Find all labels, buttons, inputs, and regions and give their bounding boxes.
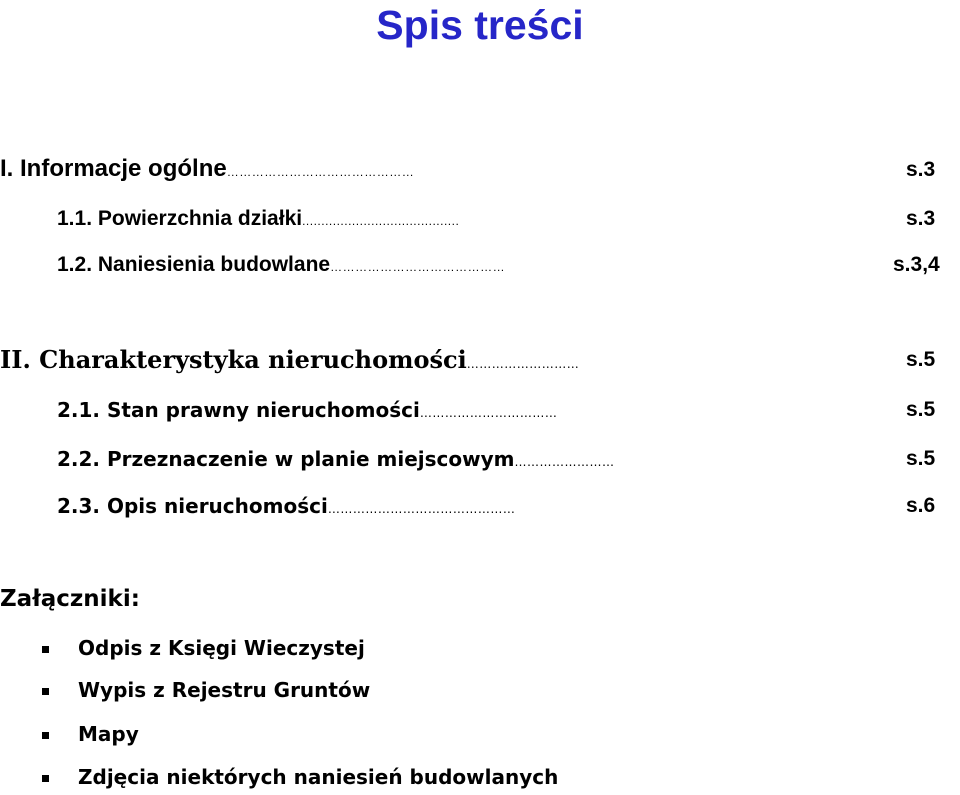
toc-leader-dots: …………………………… — [419, 406, 558, 420]
toc-entry-label: 1.2. Naniesienia budowlane — [57, 253, 331, 276]
toc-page-number: s.3 — [906, 207, 936, 230]
toc-page-number: s.5 — [906, 398, 936, 421]
toc-leader-dots: ……………………………………… — [327, 502, 516, 516]
toc-leader-dots: ……………………………………… — [226, 165, 415, 179]
attachment-label: Zdjęcia niektórych naniesień budowlanych — [78, 765, 559, 789]
square-bullet-icon — [42, 646, 49, 653]
square-bullet-icon — [42, 688, 49, 695]
toc-leader-dots: …………………… — [514, 455, 615, 469]
toc-entry-section-1-2 — [0, 253, 960, 283]
toc-entry-section-2-2 — [0, 447, 960, 477]
square-bullet-icon — [42, 732, 49, 739]
toc-entry-section-2-1 — [0, 398, 960, 428]
attachment-label: Wypis z Rejestru Gruntów — [78, 678, 371, 702]
toc-entry-section-1-1 — [0, 207, 960, 237]
toc-leader-dots: …………………………………… — [330, 260, 506, 274]
toc-page-number: s.3,4 — [893, 253, 940, 276]
toc-entry-section-2-3 — [0, 494, 960, 524]
toc-entry-label: 2.3. Opis nieruchomości — [57, 494, 328, 518]
attachment-label: Mapy — [78, 722, 139, 746]
toc-leader-dots: ……………………… — [466, 357, 580, 371]
toc-entry-label: 2.1. Stan prawny nieruchomości — [57, 398, 420, 422]
toc-entry-label: II. Charakterystyka nieruchomości — [0, 345, 467, 374]
toc-leader-dots: ......................................... — [302, 214, 460, 228]
attachments-heading: Załączniki: — [0, 586, 140, 612]
toc-page-number: s.6 — [906, 494, 936, 517]
toc-entry-section-2 — [0, 345, 960, 375]
toc-entry-label: I. Informacje ogólne — [0, 155, 227, 182]
toc-page-number: s.5 — [906, 447, 936, 470]
page-title: Spis treści — [376, 2, 584, 48]
toc-entry-section-1 — [0, 155, 960, 185]
square-bullet-icon — [42, 775, 49, 782]
toc-entry-label: 1.1. Powierzchnia działki — [57, 207, 303, 230]
toc-page-number: s.3 — [906, 158, 936, 181]
attachment-label: Odpis z Księgi Wieczystej — [78, 636, 365, 660]
toc-page-number: s.5 — [906, 348, 936, 371]
toc-entry-label: 2.2. Przeznaczenie w planie miejscowym — [57, 447, 515, 471]
